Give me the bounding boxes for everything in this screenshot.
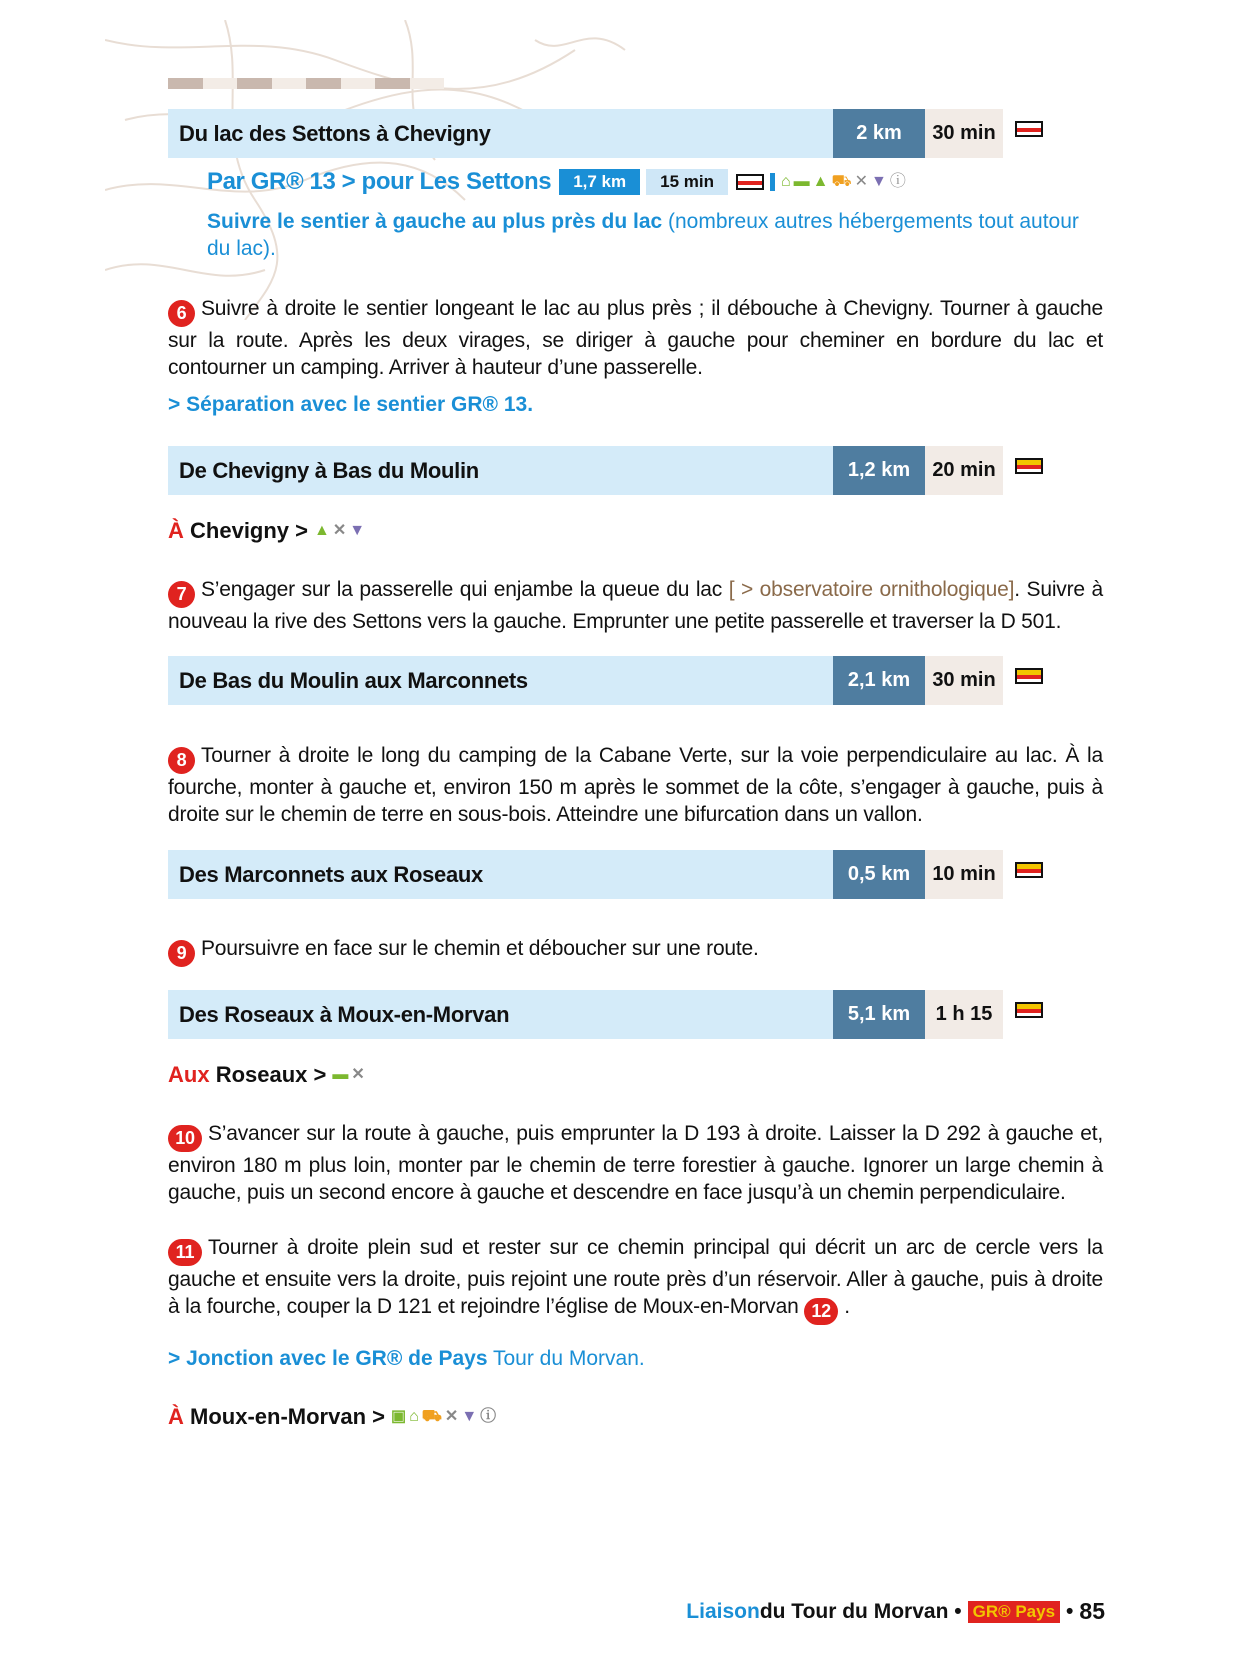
cafe-icon: ▼ [871,173,887,190]
step-10: 10 S’avancer sur la route à gauche, puis emprunter la D 193 à droite. Laisser la D 292 à gauche et, environ 180 m plus loin, monter par le chemin de terre forestier à gauche. Ignorer un large chemin à gauche, puis un second encore à gauche et descendre en face jusqu’à un chemin perpendiculaire. [168,1122,1103,1204]
gr-variant-header [207,168,906,196]
page-number: 85 [1079,1598,1105,1624]
amenity-icons [781,174,906,190]
section-title: Du lac des Settons à Chevigny [168,109,833,158]
bed-icon: ▬ [793,173,810,190]
bed-icon: ▬ [332,1066,349,1083]
section-header [168,656,1055,705]
section-distance: 2,1 km [833,656,925,705]
scale-bar [168,78,444,89]
section-distance: 5,1 km [833,990,925,1039]
gite-icon: ⌂ [409,1408,419,1425]
step-number: 7 [168,581,195,608]
shelter-icon: ▣ [390,1408,407,1425]
info-icon: ⓘ [889,173,906,190]
gr-pays-badge: GR® Pays [968,1601,1060,1623]
info-icon: ⓘ [480,1408,497,1425]
shop-icon: ⛟ [831,173,852,190]
place-moux-en-morvan: À Moux-en-Morvan > ▣ ⌂ ⛟ ✕ ▼ ⓘ [168,1404,497,1429]
separation-note: > Séparation avec le sentier GR® 13. [168,393,534,416]
section-duration: 20 min [925,446,1003,495]
camping-icon: ▲ [812,173,829,190]
place-roseaux: Aux Roseaux > ▬ ✕ [168,1062,365,1087]
section-header [168,850,1055,899]
step-7: 7 S’engager sur la passerelle qui enjambe la queue du lac [ > observatoire ornithologique]. Suivre à nouveau la rive des Settons vers la gauche. Emprunter une petite passerelle et traverser la D 501. [168,578,1103,633]
restaurant-icon: ✕ [332,522,347,539]
footer-liaison: Liaison [686,1599,760,1623]
cafe-icon: ▼ [461,1408,478,1425]
restaurant-icon: ✕ [351,1066,365,1083]
section-distance: 2 km [833,109,925,158]
step-11: 11 Tourner à droite plein sud et rester sur ce chemin principal qui décrit un arc de cercle vers la gauche et ensuite vers la droite, puis rejoint une route près d’un réservoir. Aller à gauche, puis à droite à la fourche, couper la D 121 et rejoindre l’église de Moux-en-Morvan 12 . [168,1234,1103,1325]
place-chevigny: À Chevigny > ▲ ✕ ▼ [168,518,366,543]
gite-icon: ⌂ [780,173,791,190]
section-title: De Bas du Moulin aux Marconnets [168,656,833,705]
restaurant-icon: ✕ [444,1408,459,1425]
step-number: 11 [168,1239,202,1266]
section-title: De Chevigny à Bas du Moulin [168,446,833,495]
section-distance: 0,5 km [833,850,925,899]
junction-note: > Jonction avec le GR® de Pays Tour du Morvan. [168,1347,645,1370]
trail-marker-icon [1003,990,1055,1039]
trail-marker-icon [736,173,764,191]
camping-icon: ▲ [314,522,330,539]
section-title: Des Roseaux à Moux-en-Morvan [168,990,833,1039]
section-header [168,990,1055,1039]
trail-marker-icon [1003,446,1055,495]
footer-dot: • [1066,1599,1074,1623]
trail-marker-icon [1003,656,1055,705]
observatory-note: [ > observatoire ornithologique] [728,578,1015,601]
footer-title: du Tour du Morvan • [759,1599,962,1623]
separator-bar [770,173,775,191]
trail-marker-icon [1003,109,1055,158]
section-duration: 30 min [925,109,1003,158]
page-footer [686,1598,1105,1625]
gr-variant-title: Par GR® 13 > pour Les Settons [207,168,552,195]
step-8: 8 Tourner à droite le long du camping de la Cabane Verte, sur la voie perpendiculaire au lac. À la fourche, monter à gauche et, environ 150 m après le sommet de la côte, s’engager à gauche, puis à droite sur le chemin de terre en sous-bois. Atteindre une bifurcation dans un vallon. [168,744,1103,826]
step-6: 6 Suivre à droite le sentier longeant le lac au plus près ; il débouche à Chevigny. Tourner à gauche sur la route. Après les deux virages, se diriger à gauche pour cheminer en bordure du lac et contourner un camping. Arriver à hauteur d’une passerelle. [168,297,1103,379]
step-number: 10 [168,1125,202,1152]
gr-variant-distance: 1,7 km [559,169,640,195]
step-number: 12 [804,1298,838,1325]
section-duration: 10 min [925,850,1003,899]
section-header [168,109,1055,158]
step-number: 8 [168,747,195,774]
trail-marker-icon [1003,850,1055,899]
shop-icon: ⛟ [421,1408,442,1425]
step-number: 6 [168,300,195,327]
section-distance: 1,2 km [833,446,925,495]
section-duration: 1 h 15 [925,990,1003,1039]
gr-variant-text: Suivre le sentier à gauche au plus près du lac (nombreux autres hébergements tout autour du lac). [207,210,1079,260]
gr-variant-duration: 15 min [646,169,728,195]
section-header [168,446,1055,495]
step-number: 9 [168,940,195,967]
section-duration: 30 min [925,656,1003,705]
cafe-icon: ▼ [349,522,366,539]
restaurant-icon: ✕ [854,173,869,190]
step-9: 9 Poursuivre en face sur le chemin et déboucher sur une route. [168,935,1103,967]
section-title: Des Marconnets aux Roseaux [168,850,833,899]
